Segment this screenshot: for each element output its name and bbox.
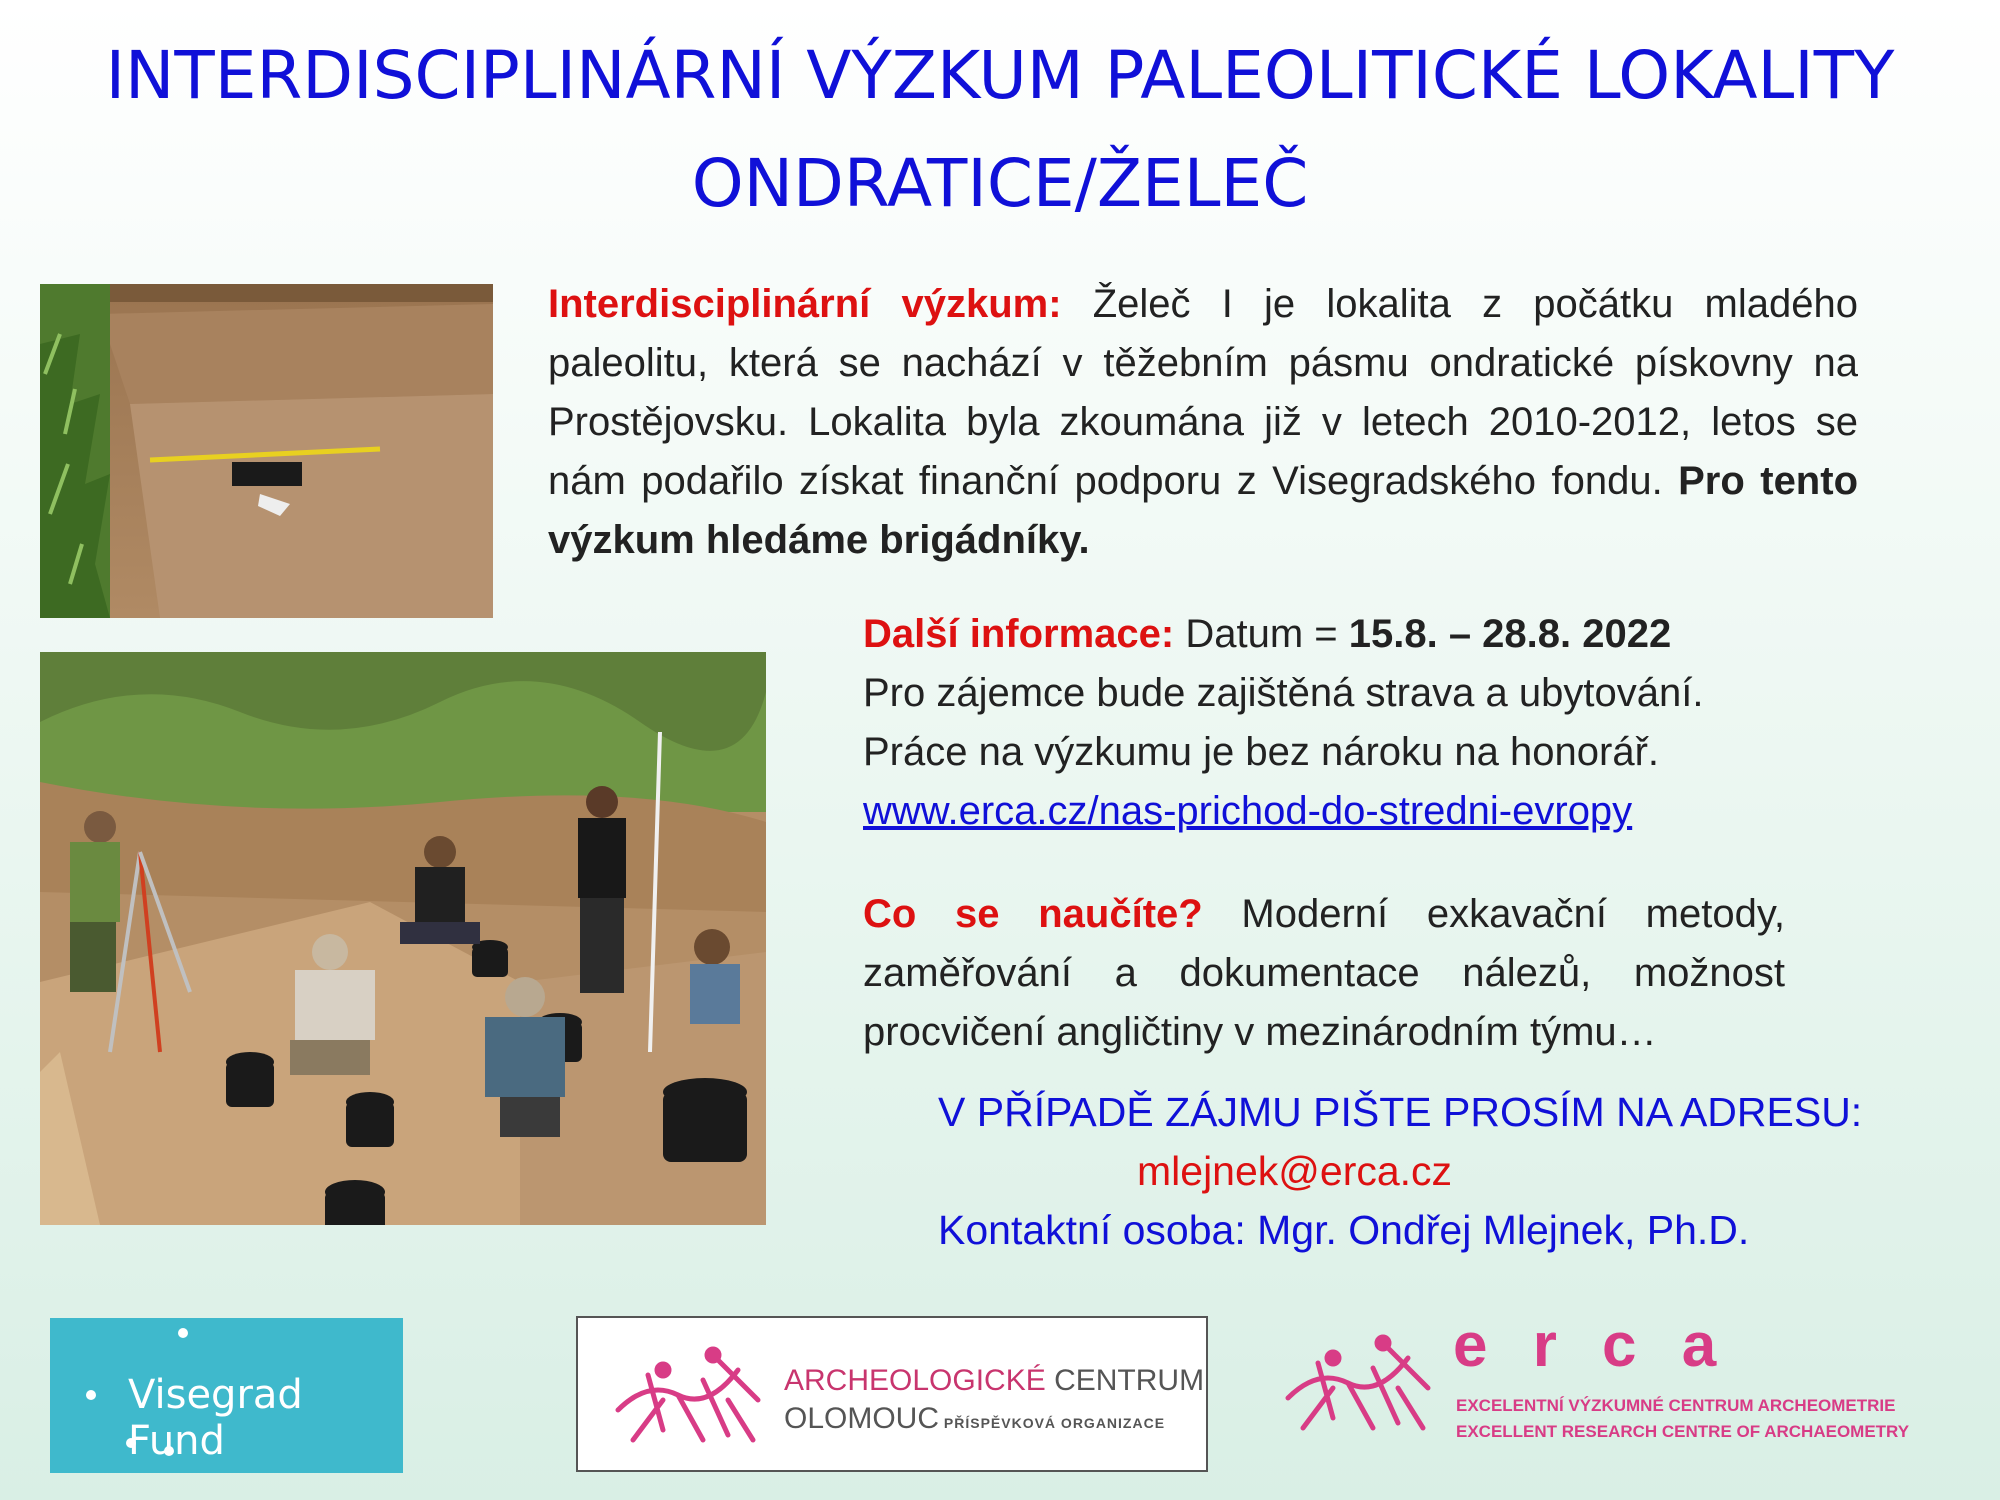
contact-heading: V PŘÍPADĚ ZÁJMU PIŠTE PROSÍM NA ADRESU: bbox=[938, 1089, 1863, 1135]
intro-emphasis: Pro tento výzkum hledáme brigádníky. bbox=[548, 459, 1858, 562]
visegrad-fund-logo bbox=[50, 1318, 403, 1473]
intro-paragraph bbox=[548, 275, 1858, 570]
title-line-2: ONDRATICE/ŽELEČ bbox=[691, 145, 1309, 222]
info-block bbox=[863, 605, 1863, 841]
erca-subtitle-cz: EXCELENTNÍ VÝZKUMNÉ CENTRUM ARCHEOMETRIE bbox=[1456, 1396, 1896, 1415]
info-date: 15.8. – 28.8. 2022 bbox=[1348, 612, 1672, 656]
aco-name-line-1 bbox=[784, 1364, 1204, 1398]
aco-name-line-2 bbox=[784, 1402, 1165, 1436]
info-label: Další informace: bbox=[863, 612, 1175, 656]
aco-logo bbox=[576, 1316, 1208, 1472]
learn-paragraph bbox=[863, 885, 1785, 1062]
aco-name-org: PŘÍSPĚVKOVÁ ORGANIZACE bbox=[939, 1415, 1166, 1431]
contact-person: Kontaktní osoba: Mgr. Ondřej Mlejnek, Ph.D. bbox=[938, 1207, 1750, 1253]
page-title bbox=[0, 22, 2000, 238]
info-no-fee: Práce na výzkumu je bez nároku na honorář. bbox=[863, 730, 1659, 774]
learn-label: Co se naučíte? bbox=[863, 892, 1203, 936]
info-date-line bbox=[863, 605, 1863, 664]
aco-name-centrum: CENTRUM bbox=[1045, 1364, 1205, 1397]
erca-logo bbox=[1278, 1311, 1910, 1478]
info-date-prefix: Datum = bbox=[1174, 612, 1349, 656]
intro-text: Želeč I je lokalita z počátku mladého paleolitu, která se nachází v těžebním pásmu ondratické pískovny na Prostějovsku. Lokalita byla zkoumána již v letech 2010-2012, letos se nám podařilo získat finanční podporu z Visegradského fondu. bbox=[548, 282, 1858, 503]
info-link[interactable]: www.erca.cz/nas-prichod-do-stredni-evropy bbox=[863, 789, 1633, 833]
info-board-lodging: Pro zájemce bude zajištěná strava a ubytování. bbox=[863, 671, 1704, 715]
aco-name-olomouc: OLOMOUC bbox=[784, 1402, 940, 1435]
erca-dancers-icon bbox=[1278, 1328, 1438, 1438]
aco-dancers-icon bbox=[608, 1340, 768, 1450]
visegrad-dot-icon bbox=[86, 1390, 96, 1400]
visegrad-logo-text: Visegrad Fund bbox=[128, 1372, 303, 1464]
visegrad-dot-icon bbox=[178, 1328, 188, 1338]
contact-email[interactable]: mlejnek@erca.cz bbox=[1137, 1148, 1453, 1194]
erca-subtitle-en: EXCELLENT RESEARCH CENTRE OF ARCHAEOMETRY bbox=[1456, 1422, 1910, 1441]
excavation-team-photo bbox=[40, 652, 766, 1225]
aco-name-archeologicke: ARCHEOLOGICKÉ bbox=[784, 1364, 1046, 1397]
erca-wordmark: e r c a bbox=[1453, 1311, 1731, 1380]
learn-text: Moderní exkavační metody, zaměřování a dokumentace nálezů, možnost procvičení angličtiny v mezinárodním týmu… bbox=[863, 892, 1786, 1054]
intro-label: Interdisciplinární výzkum: bbox=[548, 282, 1062, 326]
title-line-1: INTERDISCIPLINÁRNÍ VÝZKUM PALEOLITICKÉ LOKALITY bbox=[105, 37, 1895, 114]
excavation-trench-photo bbox=[40, 284, 493, 618]
